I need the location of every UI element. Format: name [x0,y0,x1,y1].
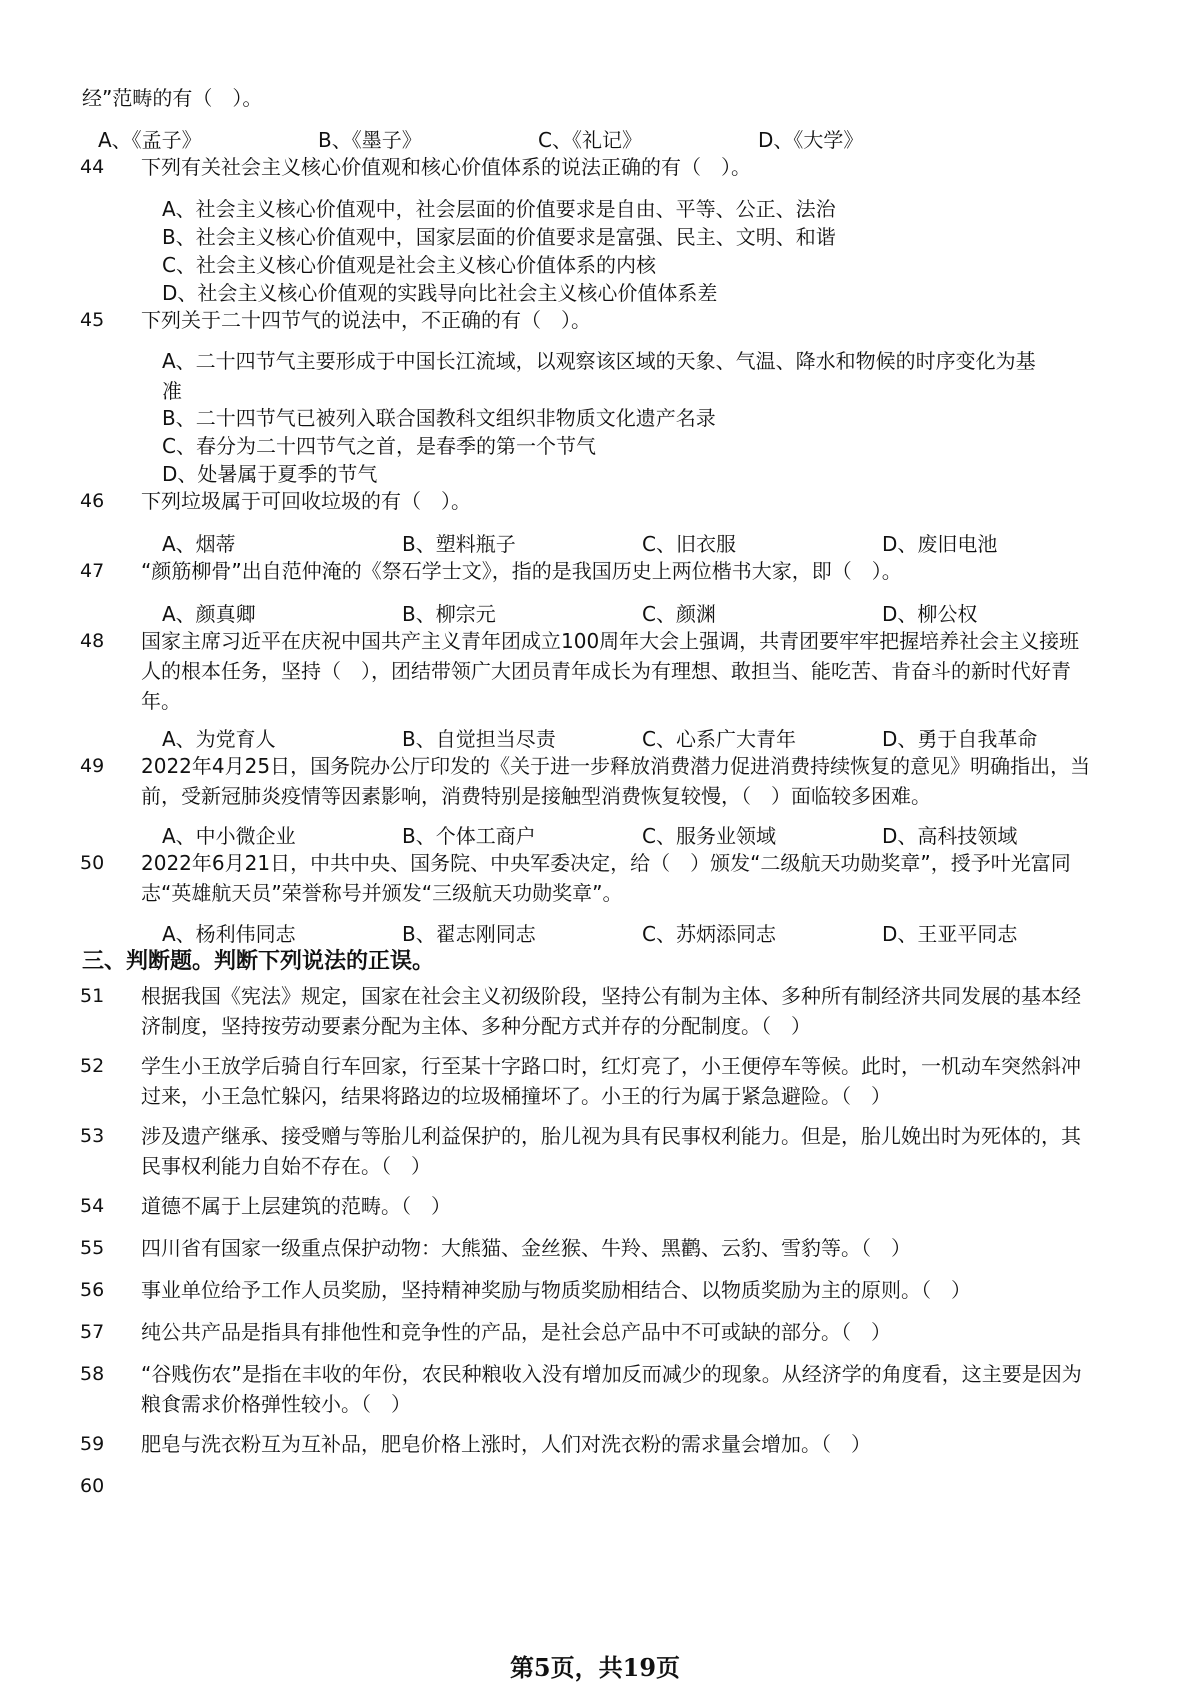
question-number: 59 [80,1433,105,1455]
question-number: 45 [80,309,105,331]
judgment-55: 四川省有国家一级重点保护动物：大熊猫、金丝猴、牛羚、黑鹳、云豹、雪豹等。（ ） [141,1236,911,1260]
question-45-option-b: B、二十四节气已被列入联合国教科文组织非物质文化遗产名录 [162,406,716,430]
judgment-51: 根据我国《宪法》规定，国家在社会主义初级阶段，坚持公有制为主体、多种所有制经济共同发展的基本经济制度，坚持按劳动要素分配为主体、多种分配方式并存的分配制度。（ ） [141,984,1081,1038]
question-44-option-d: D、社会主义核心价值观的实践导向比社会主义核心价值体系差 [162,281,718,305]
judgment-52: 学生小王放学后骑自行车回家，行至某十字路口时，红灯亮了，小王便停车等候。此时，一机动车突然斜冲过来，小王急忙躲闪，结果将路边的垃圾桶撞坏了。小王的行为属于紧急避险。（ ） [141,1054,1081,1108]
question-number: 54 [80,1195,105,1217]
option-d: D、勇于自我革命 [882,727,1038,751]
judgment-53: 涉及遗产继承、接受赠与等胎儿利益保护的，胎儿视为具有民事权利能力。但是，胎儿娩出时为死体的，其民事权利能力自始不存在。（ ） [141,1124,1081,1178]
option-d: D、王亚平同志 [882,922,1018,946]
question-number: 56 [80,1279,105,1301]
option-a: A、杨利伟同志 [162,922,296,946]
judgment-54: 道德不属于上层建筑的范畴。（ ） [141,1194,451,1218]
option-d: D、柳公权 [882,602,978,626]
question-number: 57 [80,1321,105,1343]
question-number: 53 [80,1125,105,1147]
judgment-58: “谷贱伤农”是指在丰收的年份，农民种粮收入没有增加反而减少的现象。从经济学的角度看，这主要是因为粮食需求价格弹性较小。（ ） [141,1362,1082,1416]
option-c: C、旧衣服 [642,532,736,556]
option-c: C、苏炳添同志 [642,922,776,946]
option-c: C、《礼记》 [538,128,642,152]
option-c: C、颜渊 [642,602,716,626]
judgment-56: 事业单位给予工作人员奖励，坚持精神奖励与物质奖励相结合、以物质奖励为主的原则。（ ） [141,1278,971,1302]
question-45-stem: 下列关于二十四节气的说法中，不正确的有（ ）。 [141,308,591,332]
question-50-stem: 2022年6月21日，中共中央、国务院、中央军委决定，给（ ）颁发“二级航天功勋奖章”，授予叶光富同志“英雄航天员”荣誉称号并颁发“三级航天功勋奖章”。 [141,851,1071,905]
option-c: C、心系广大青年 [642,727,796,751]
question-number: 48 [80,630,105,652]
option-a: A、《孟子》 [98,128,202,152]
page-footer: 第5页，共19页 [509,1653,681,1682]
option-d: D、高科技领域 [882,824,1018,848]
option-a: A、中小微企业 [162,824,296,848]
option-d: D、废旧电池 [882,532,998,556]
question-44-stem: 下列有关社会主义核心价值观和核心价值体系的说法正确的有（ ）。 [141,155,751,179]
question-number: 49 [80,755,105,777]
question-47-stem: “颜筋柳骨”出自范仲淹的《祭石学士文》，指的是我国历史上两位楷书大家，即（ ）。 [141,559,902,583]
option-d: D、《大学》 [758,128,864,152]
question-49-stem: 2022年4月25日，国务院办公厅印发的《关于进一步释放消费潜力促进消费持续恢复的意见》明确指出，当前，受新冠肺炎疫情等因素影响，消费特别是接触型消费恢复较慢，（ ）面临较多困难。 [141,754,1091,808]
question-48-stem: 国家主席习近平在庆祝中国共产主义青年团成立100周年大会上强调，共青团要牢牢把握培养社会主义接班人的根本任务，坚持（ ），团结带领广大团员青年成长为有理想、敢担当、能吃苦、肯奋斗的新时代好青年。 [141,629,1080,713]
section-heading: 三、判断题。判断下列说法的正误。 [82,949,435,974]
judgment-57: 纯公共产品是指具有排他性和竞争性的产品，是社会总产品中不可或缺的部分。（ ） [141,1320,891,1344]
option-a: A、颜真卿 [162,602,256,626]
option-a: A、为党育人 [162,727,276,751]
question-number: 47 [80,560,105,582]
question-number: 46 [80,490,105,512]
question-46-stem: 下列垃圾属于可回收垃圾的有（ ）。 [141,489,471,513]
question-number: 52 [80,1055,105,1077]
option-a: A、烟蒂 [162,532,236,556]
question-number: 58 [80,1363,105,1385]
question-number: 44 [80,156,105,178]
option-b: B、塑料瓶子 [402,532,516,556]
option-c: C、服务业领域 [642,824,776,848]
question-number: 51 [80,985,105,1007]
question-44-option-b: B、社会主义核心价值观中，国家层面的价值要求是富强、民主、文明、和谐 [162,225,836,249]
question-43-stem-fragment: 经”范畴的有（ ）。 [82,86,263,110]
judgment-59: 肥皂与洗衣粉互为互补品，肥皂价格上涨时，人们对洗衣粉的需求量会增加。（ ） [141,1432,871,1456]
question-number: 55 [80,1237,105,1259]
option-b: B、《墨子》 [318,128,422,152]
question-number: 50 [80,852,105,874]
question-45-option-c: C、春分为二十四节气之首，是春季的第一个节气 [162,434,596,458]
question-44-option-c: C、社会主义核心价值观是社会主义核心价值体系的内核 [162,253,656,277]
option-b: B、柳宗元 [402,602,496,626]
option-b: B、个体工商户 [402,824,536,848]
option-b: B、自觉担当尽责 [402,727,556,751]
option-b: B、翟志刚同志 [402,922,536,946]
question-45-option-d: D、处暑属于夏季的节气 [162,462,378,486]
question-44-option-a: A、社会主义核心价值观中，社会层面的价值要求是自由、平等、公正、法治 [162,197,836,221]
question-45-option-a: A、二十四节气主要形成于中国长江流域，以观察该区域的天象、气温、降水和物候的时序变化为基准 [162,349,1036,403]
question-number: 60 [80,1475,105,1497]
